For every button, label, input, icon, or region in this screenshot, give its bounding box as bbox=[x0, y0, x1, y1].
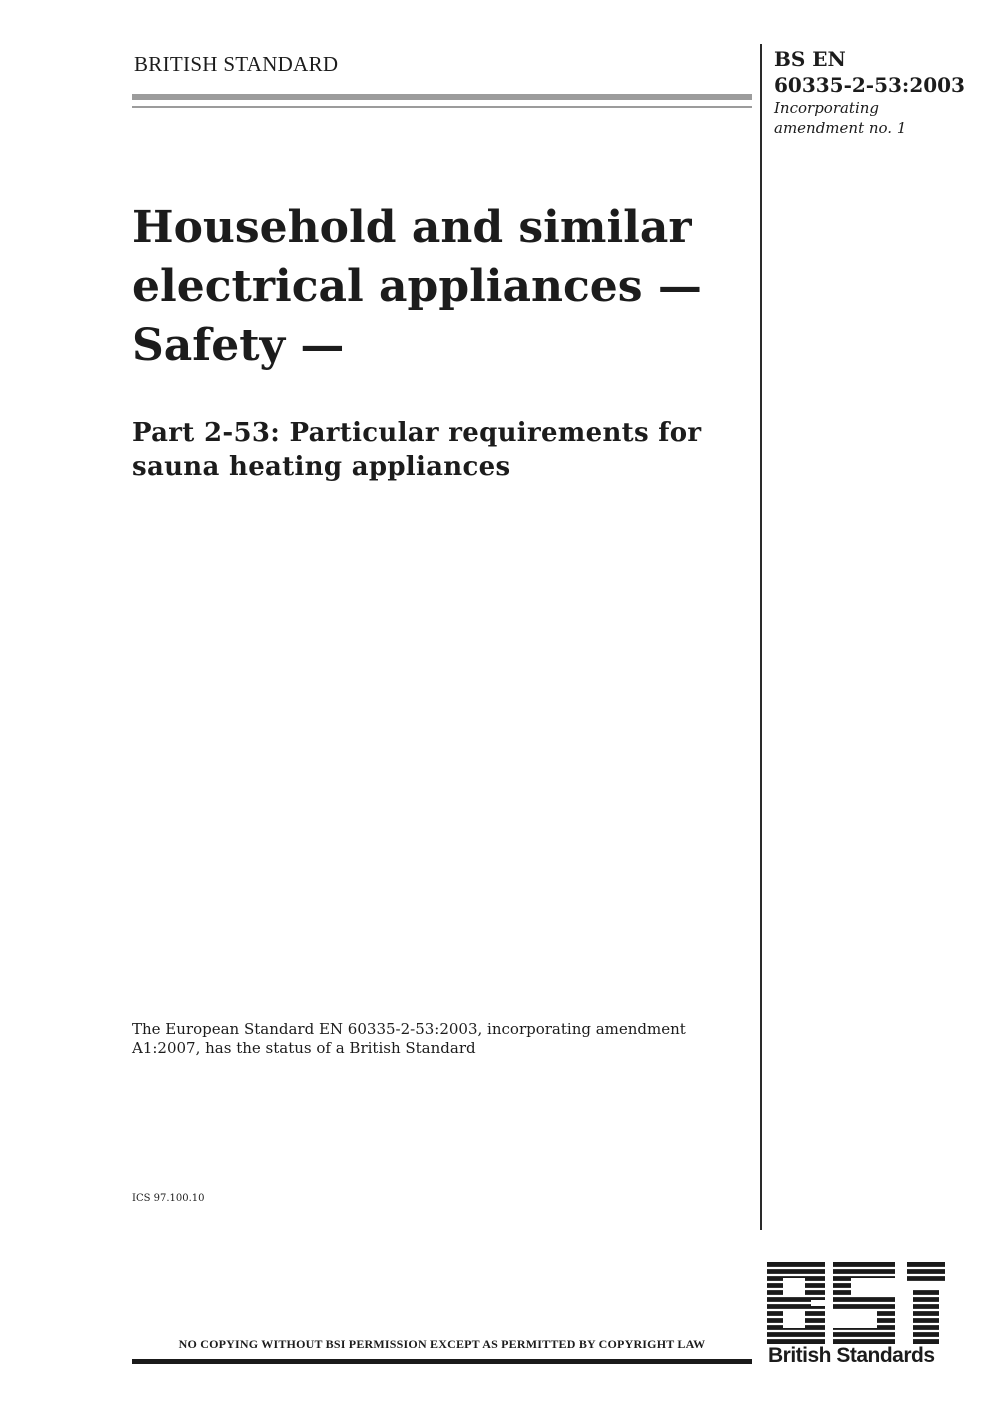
status-line1: The European Standard EN 60335-2-53:2003, incorporating amendment bbox=[132, 1020, 686, 1038]
subtitle-line1: Part 2-53: Particular requirements for bbox=[132, 418, 702, 448]
document-type-label: BRITISH STANDARD bbox=[134, 52, 339, 76]
footer-rule bbox=[132, 1359, 752, 1364]
standard-number bbox=[774, 46, 965, 98]
title-line3: Safety — bbox=[132, 320, 345, 371]
amendment-note-line1: Incorporating bbox=[774, 99, 880, 117]
ics-code: ICS 97.100.10 bbox=[132, 1193, 205, 1204]
status-line2: A1:2007, has the status of a British Standard bbox=[132, 1039, 476, 1057]
title-line1: Household and similar bbox=[132, 202, 692, 253]
document-title bbox=[132, 198, 752, 375]
subtitle-line2: sauna heating appliances bbox=[132, 452, 511, 482]
header-rule-thin bbox=[132, 106, 752, 108]
bsi-logo bbox=[767, 1262, 945, 1344]
title-line2: electrical appliances — bbox=[132, 261, 702, 312]
standard-number-line2: 60335-2-53:2003 bbox=[774, 73, 965, 97]
document-subtitle bbox=[132, 416, 752, 484]
header-rule-thick bbox=[132, 94, 752, 100]
amendment-note bbox=[774, 98, 906, 138]
status-statement bbox=[132, 1020, 732, 1058]
column-divider bbox=[760, 44, 762, 1230]
standard-number-line1: BS EN bbox=[774, 47, 846, 71]
copyright-notice: NO COPYING WITHOUT BSI PERMISSION EXCEPT AS PERMITTED BY COPYRIGHT LAW bbox=[178, 1337, 706, 1351]
amendment-note-line2: amendment no. 1 bbox=[774, 119, 907, 137]
bsi-logo-caption: British Standards bbox=[768, 1344, 935, 1367]
